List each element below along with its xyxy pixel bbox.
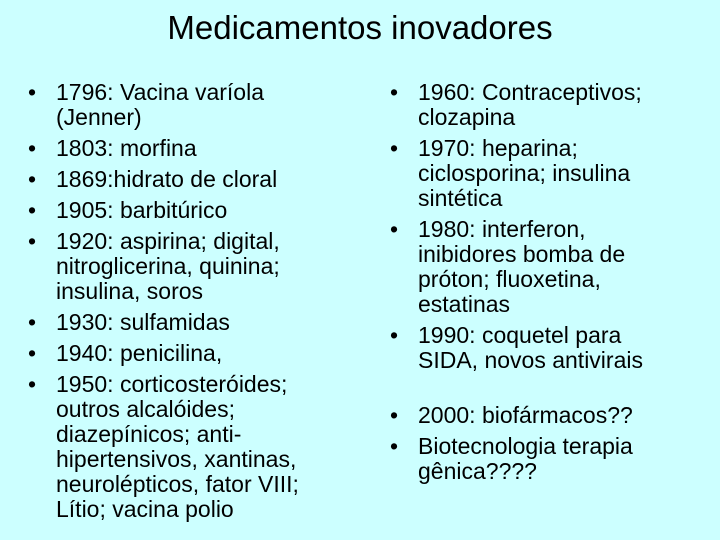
bullet-item — [28, 80, 338, 130]
bullet-item — [28, 372, 338, 522]
bullet-text: 1980: interferon, inibidores bomba de próton; fluoxetina, estatinas — [418, 216, 626, 317]
bullet-item — [390, 136, 690, 211]
bullet-text: 1905: barbitúrico — [56, 197, 228, 223]
left-bullet-list — [28, 80, 338, 528]
bullet-item — [28, 136, 338, 161]
bullet-text: 1950: corticosteróides; outros alcalóides; diazepínicos; anti- hipertensivos, xantinas, neurolépticos, fator VIII; Lítio; vacina polio — [56, 371, 299, 522]
bullet-item — [28, 167, 338, 192]
bullet-item — [28, 341, 338, 366]
right-bullet-list — [390, 80, 690, 490]
slide-title: Medicamentos inovadores — [167, 9, 553, 46]
bullet-text: 1990: coquetel para SIDA, novos antivirais — [418, 322, 643, 373]
bullet-text: 1940: penicilina, — [56, 340, 223, 366]
bullet-item — [390, 403, 690, 428]
bullet-item — [390, 434, 690, 484]
bullet-text: 1796: Vacina varíola (Jenner) — [56, 79, 264, 130]
bullet-text: 1869:hidrato de cloral — [56, 166, 278, 192]
bullet-item — [390, 80, 690, 130]
bullet-text: 1920: aspirina; digital, nitroglicerina, quinina; insulina, soros — [56, 228, 280, 304]
bullet-text: 1960: Contraceptivos; clozapina — [418, 79, 642, 130]
bullet-text: 1930: sulfamidas — [56, 309, 230, 335]
bullet-text: 1970: heparina; ciclosporina; insulina sintética — [418, 135, 631, 211]
bullet-item — [28, 198, 338, 223]
bullet-item — [390, 323, 690, 373]
bullet-text: 2000: biofármacos?? — [418, 402, 633, 428]
bullet-item — [28, 229, 338, 304]
bullet-text: Biotecnologia terapia gênica???? — [418, 433, 633, 484]
bullet-item — [390, 217, 690, 317]
bullet-item — [28, 310, 338, 335]
bullet-text: 1803: morfina — [56, 135, 197, 161]
